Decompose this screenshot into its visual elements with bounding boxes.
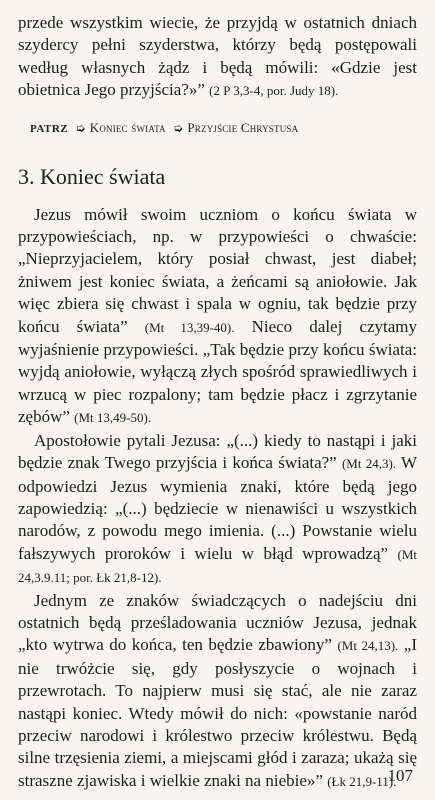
paragraph-2 (18, 430, 417, 590)
paragraph-3-ref-a: (Mt 24,13). (337, 638, 399, 654)
paragraph-2-ref-b: (Mt 24,3.9.11; por. Łk 21,8-12). (18, 546, 417, 586)
paragraph-3-text-b: „I nie trwóżcie się, gdy posłyszycie o wojnach i przewrotach. To najpierw musi się stać, ale nie zaraz nastąpi koniec. Wtedy mówił do nich: «powstanie naród przeciw narodowi i królestwo przeciw królestwu. Będą silne trzęsienia ziemi, a miejscami głód i zaraza; ukażą się straszne zjawiska i wielkie znaki na niebie»” (18, 635, 417, 790)
see-also-link-koniec-swiata[interactable]: Koniec świata (89, 119, 166, 135)
paragraph-3-ref-b: (Łk 21,9-11). (327, 773, 397, 789)
see-also-link-przyjscie-chrystusa[interactable]: Przyjście Chrystusa (187, 119, 299, 135)
arrow-right-icon: ➭ (75, 120, 86, 135)
see-also-line (30, 119, 417, 138)
paragraph-2-text-b: W odpowiedzi Jezus wymienia znaki, które będą jego zapowiedzią: „(...) będziecie w nienawiści u wszystkich narodów, z powodu mego imienia. (...) Powstanie wielu fałszywych proroków i wielu w błąd wprowadzą” (18, 453, 417, 563)
paragraph-1-ref-b: (Mt 13,49-50). (74, 410, 152, 426)
see-also-label: PATRZ (30, 122, 69, 135)
intro-text: przede wszystkim wiecie, że przyjdą w ostatnich dniach szydercy pełni szyderstwa, którzy będą postępowali według własnych żądz i będą mówili: «Gdzie jest obietnica Jego przyjścia?»” (18, 13, 417, 100)
intro-reference: (2 P 3,3-4, por. Judy 18). (209, 83, 339, 99)
paragraph-1 (18, 204, 417, 430)
paragraph-2-text-a: Apostołowie pytali Jezusa: „(...) kiedy to nastąpi i jaki będzie znak Twego przyjścia i końca świata?” (18, 430, 417, 473)
paragraph-3-text-a: Jednym ze znaków świadczących o nadejściu dni ostatnich będą prześladowania uczniów Jezusa, jednak „kto wytrwa do końca, ten będzie zbawiony” (18, 590, 417, 655)
paragraph-1-text-a: Jezus mówił swoim uczniom o końcu świata w przypowieściach, np. w przypowieści o chwaście: „Nieprzyjacielem, który posiał chwast, jest diabeł; żniwem jest koniec świata, a żeńcami są aniołowie. Jak więc zbiera się chwast i spala w ogniu, tak będzie przy końcu świata” (18, 204, 417, 336)
arrow-right-icon: ➭ (173, 120, 184, 135)
paragraph-1-text-b: Nieco dalej czytamy wyjaśnienie przypowieści. „Tak będzie przy końcu świata: wyjdą aniołowie, wyłączą złych spośród sprawiedliwych i wrzucą w piec rozpalony; tam będzie płacz i zgrzytanie zębów” (18, 316, 417, 427)
paragraph-3 (18, 590, 417, 794)
section-heading: 3. Koniec świata (18, 163, 166, 189)
paragraph-2-ref-a: (Mt 24,3). (341, 456, 397, 472)
paragraph-1-ref-a: (Mt 13,39-40). (144, 319, 235, 335)
intro-paragraph (18, 12, 417, 103)
page-body (18, 12, 417, 793)
page-number: 107 (387, 766, 413, 785)
